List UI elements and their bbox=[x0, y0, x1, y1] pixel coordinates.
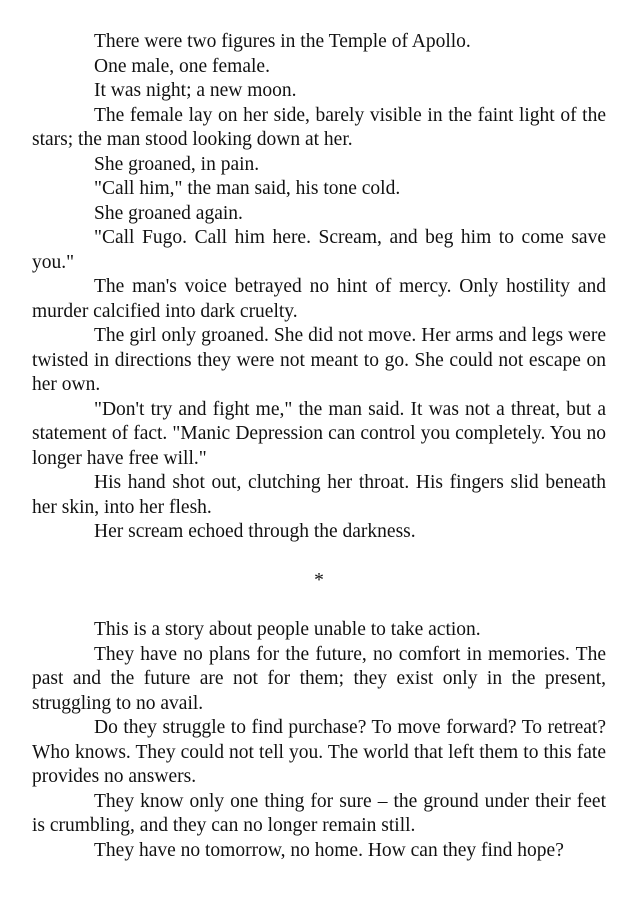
page-body bbox=[32, 30, 606, 863]
paragraph: They have no plans for the future, no comfort in memories. The past and the future are not for them; they exist only in the present, struggling to no avail. bbox=[32, 643, 606, 714]
paragraph: This is a story about people unable to take action. bbox=[94, 619, 481, 640]
paragraph: His hand shot out, clutching her throat. His fingers slid beneath her skin, into her flesh. bbox=[32, 472, 606, 518]
paragraph: "Call Fugo. Call him here. Scream, and beg him to come save you." bbox=[32, 227, 606, 273]
paragraph: "Call him," the man said, his tone cold. bbox=[94, 178, 401, 199]
paragraph: Her scream echoed through the darkness. bbox=[94, 521, 416, 542]
scene-break-separator: * bbox=[314, 570, 324, 591]
paragraph: She groaned, in pain. bbox=[94, 153, 260, 175]
paragraph: The man's voice betrayed no hint of mercy. Only hostility and murder calcified into dark cruelty. bbox=[32, 276, 606, 322]
paragraph: One male, one female. bbox=[94, 55, 270, 77]
paragraph: There were two figures in the Temple of Apollo. bbox=[94, 31, 471, 52]
paragraph: The female lay on her side, barely visible in the faint light of the stars; the man stood looking down at her. bbox=[32, 104, 606, 150]
paragraph: "Don't try and fight me," the man said. It was not a threat, but a statement of fact. "Manic Depression can control you completely. You no longer have free will." bbox=[32, 398, 606, 469]
paragraph: It was night; a new moon. bbox=[94, 80, 297, 101]
paragraph: Do they struggle to find purchase? To move forward? To retreat? Who knows. They could not tell you. The world that left them to this fate provides no answers. bbox=[32, 717, 606, 787]
paragraph: She groaned again. bbox=[94, 202, 243, 224]
paragraph: They have no tomorrow, no home. How can they find hope? bbox=[94, 839, 564, 861]
paragraph: They know only one thing for sure – the ground under their feet is crumbling, and they can no longer remain still. bbox=[32, 790, 606, 836]
paragraph: The girl only groaned. She did not move. Her arms and legs were twisted in directions they were not meant to go. She could not escape on her own. bbox=[32, 325, 606, 395]
